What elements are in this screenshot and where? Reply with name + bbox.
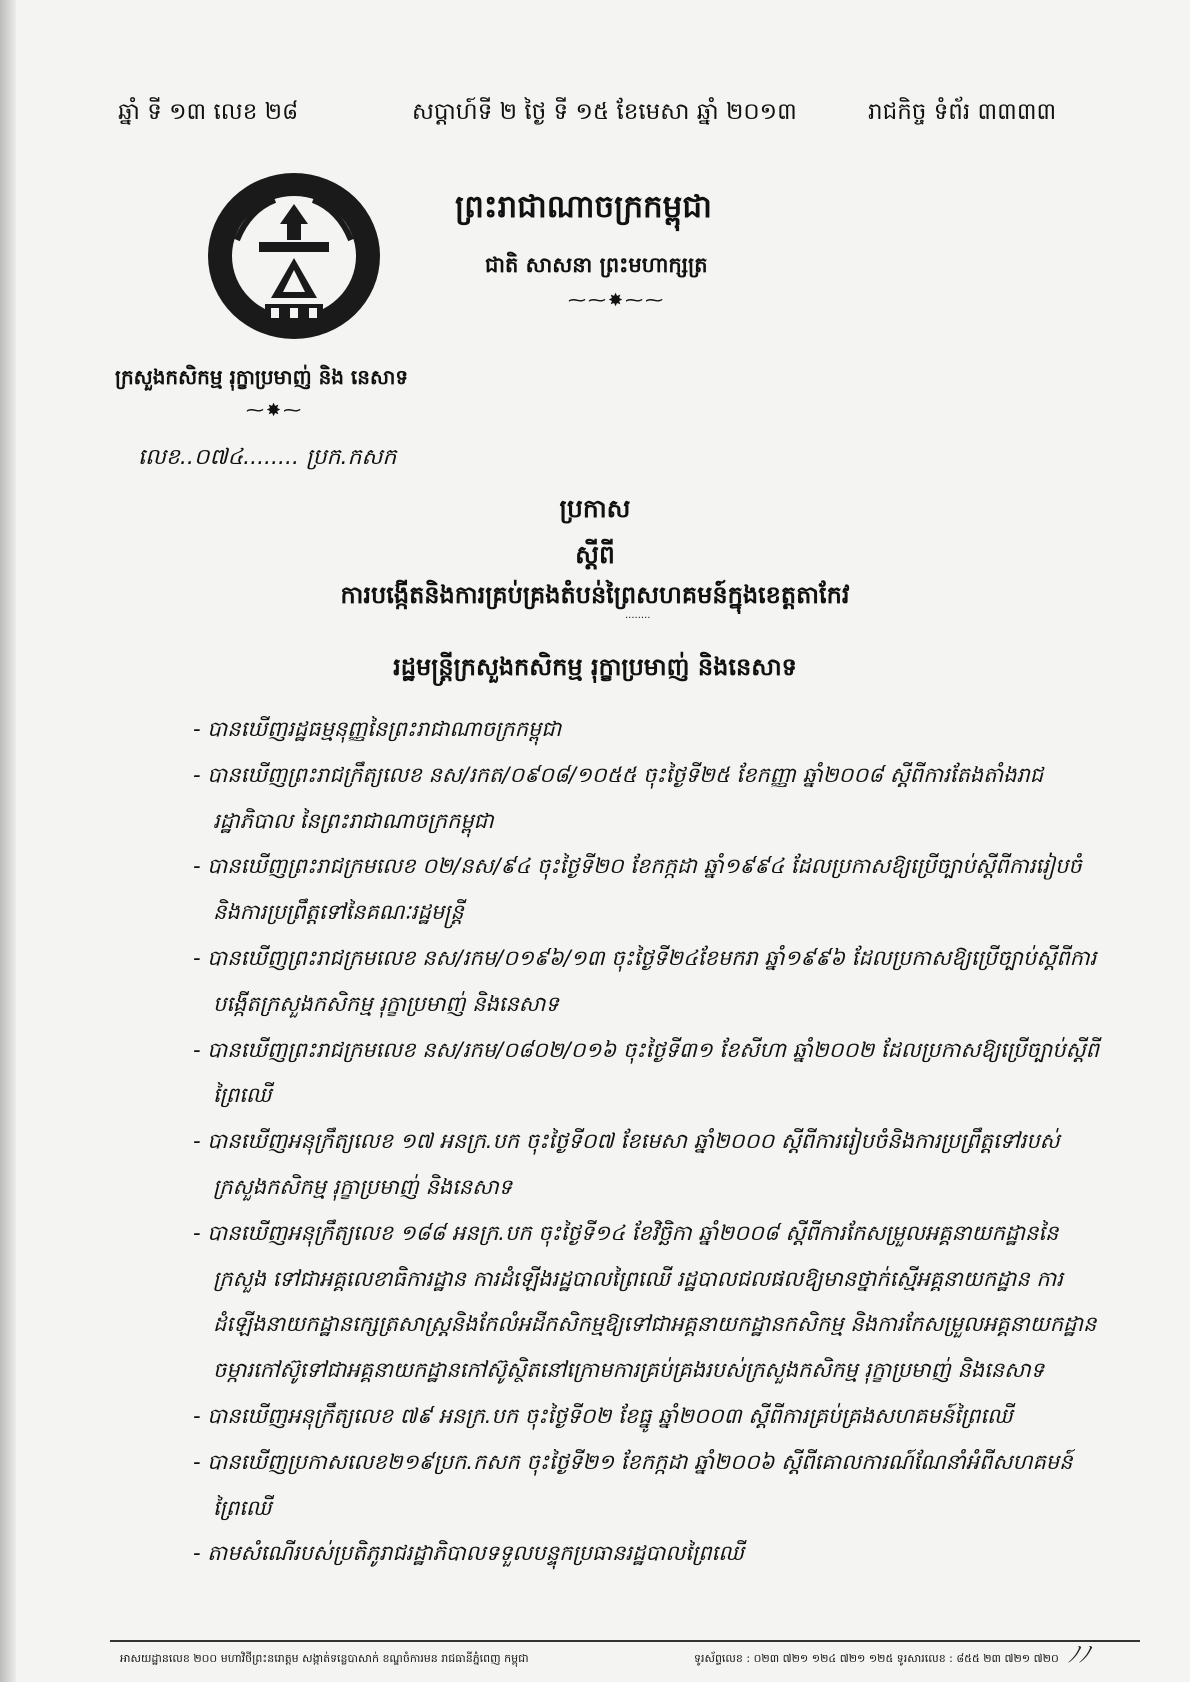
gazette-date: សប្តាហ៍ទី ២ ថ្ងៃ ទី ១៥ ខែមេសា ឆ្នាំ ២០១៣: [412, 99, 797, 125]
flourish-ornament-icon: ⁓⁓✸⁓⁓: [568, 290, 666, 311]
footer-contact: ទូរស័ព្ទលេខ : ០២៣ ៧២១ ១២៤ ៧២១ ១២៥ ទូរសារលេខ : ៨៥៥ ២៣ ៧២១ ៧២០: [694, 1652, 1059, 1665]
flourish-ornament-icon: ⁓✸⁓: [246, 400, 304, 421]
gazette-page-number: រាជកិច្ច ទំព័រ ៣៣៣៣: [868, 99, 1057, 125]
preamble-item: - បានឃើញអនុក្រឹត្យលេខ ១៨៨ អនក្រ.បក ចុះថ្ងៃទី១៤ ខែវិច្ឆិកា ឆ្នាំ២០០៨ ស្តីពីការកែសម្រួលអគ្គនាយកដ្ឋាននៃក្រសួង ទៅជាអគ្គលេខាធិការដ្ឋាន ការដំឡើងរដ្ឋបាលព្រៃឈើ រដ្ឋបាលជលផលឱ្យមានថ្នាក់ស្មើអគ្គនាយកដ្ឋាន ការដំឡើងនាយកដ្ឋានក្សេត្រសាស្ត្រនិងកែលំអដីកសិកម្មឱ្យទៅជាអគ្គនាយកដ្ឋានកសិកម្ម និងការកែសម្រួលអគ្គនាយកដ្ឋានចម្ការកៅស៊ូទៅជាអគ្គនាយកដ្ឋានកៅស៊ូស្ថិតនៅក្រោមការគ្រប់គ្រងរបស់ក្រសួងកសិកម្ម រុក្ខាប្រមាញ់ និងនេសាទ: [193, 1211, 1103, 1394]
gazette-header: [0, 98, 1190, 134]
preamble-item: - បានឃើញព្រះរាជក្រមលេខ នស/រកម/០៨០២/០១៦ ចុះថ្ងៃទី៣១ ខែសីហា ឆ្នាំ២០០២ ដែលប្រកាសឱ្យប្រើច្បាប់ស្តីពីព្រៃឈើ: [193, 1028, 1103, 1120]
document-type-title: ប្រកាស: [559, 494, 631, 523]
preamble-item: - បានឃើញអនុក្រឹត្យលេខ ១៧ អនក្រ.បក ចុះថ្ងៃទី០៧ ខែមេសា ឆ្នាំ២០០០ ស្តីពីការរៀបចំនិងការប្រព្រឹត្តទៅរបស់ក្រសួងកសិកម្ម រុក្ខាប្រមាញ់ និងនេសាទ: [193, 1119, 1103, 1211]
ministry-name: ក្រសួងកសិកម្ម រុក្ខាប្រមាញ់ និង នេសាទ: [115, 365, 409, 389]
preamble-item: - បានឃើញប្រកាសលេខ២១៩ប្រក.កសក ចុះថ្ងៃទី២១ ខែកក្កដា ឆ្នាំ២០០៦ ស្តីពីគោលការណ៍ណែនាំអំពីសហគមន៍ព្រៃឈើ: [193, 1440, 1103, 1532]
preamble-item: - បានឃើញព្រះរាជក្រឹត្យលេខ នស/រកត/០៩០៨/១០៥៥ ចុះថ្ងៃទី២៥ ខែកញ្ញា ឆ្នាំ២០០៨ ស្តីពីការតែងតាំងរាជរដ្ឋាភិបាល នៃព្រះរាជាណាចក្រកម្ពុជា: [193, 753, 1103, 845]
footer-divider: [110, 1640, 1140, 1642]
kingdom-name: ព្រះរាជាណាចក្រកម្ពុជា: [455, 189, 712, 225]
footer-address: អាសយដ្ឋានលេខ ២០០ មហាវិថីព្រះនរោត្តម សង្កាត់ទន្លេបាសាក់ ខណ្ឌចំការមន រាជធានីភ្នំពេញ កម្ពុជា: [120, 1652, 529, 1665]
title-on-label: ស្តីពី: [575, 540, 615, 569]
preamble-item: - បានឃើញព្រះរាជក្រមលេខ នស/រកម/០១៩៦/១៣ ចុះថ្ងៃទី២៤ខែមករា ឆ្នាំ១៩៩៦ ដែលប្រកាសឱ្យប្រើច្បាប់ស្តីពីការបង្កើតក្រសួងកសិកម្ម រុក្ខាប្រមាញ់ និងនេសាទ: [193, 936, 1103, 1028]
royal-coat-of-arms-emblem: [205, 170, 383, 342]
preamble-item: - តាមសំណើរបស់ប្រតិភូរាជរដ្ឋាភិបាលទទួលបន្ទុកប្រធានរដ្ឋបាលព្រៃឈើ: [193, 1531, 1103, 1577]
preamble-item: - បានឃើញរដ្ឋធម្មនុញ្ញនៃព្រះរាជាណាចក្រកម្ពុជា: [193, 707, 1103, 753]
preamble-list: [193, 707, 1103, 1577]
reference-number: លេខ..០៧៤........ ប្រក.កសក: [138, 445, 397, 470]
gazette-year-issue: ឆ្នាំ ទី ១៣ លេខ ២៨: [118, 99, 299, 125]
preamble-item: - បានឃើញព្រះរាជក្រមលេខ ០២/នស/៩៤ ចុះថ្ងៃទី២០ ខែកក្កដា ឆ្នាំ១៩៩៤ ដែលប្រកាសឱ្យប្រើច្បាប់ស្តីពីការរៀបចំ និងការប្រព្រឹត្តទៅនៃគណៈរដ្ឋមន្ត្រី: [193, 844, 1103, 936]
national-motto: ជាតិ សាសនា ព្រះមហាក្សត្រ: [485, 253, 708, 277]
scan-edge-shadow: [0, 0, 16, 1682]
document-subject: ការបង្កើតនិងការគ្រប់គ្រងតំបន់ព្រៃសហគមន៍ក្នុងខេត្តតាកែវ: [340, 581, 850, 609]
divider-ornament-icon: ········: [625, 613, 651, 624]
handwritten-mark: ﾉﾉ: [1068, 1643, 1091, 1668]
issuing-minister: រដ្ឋមន្ត្រីក្រសួងកសិកម្ម រុក្ខាប្រមាញ់ និងនេសាទ: [393, 653, 797, 681]
preamble-item: - បានឃើញអនុក្រឹត្យលេខ ៧៩ អនក្រ.បក ចុះថ្ងៃទី០២ ខែធ្នូ ឆ្នាំ២០០៣ ស្តីពីការគ្រប់គ្រងសហគមន៍ព្រៃឈើ: [193, 1394, 1103, 1440]
